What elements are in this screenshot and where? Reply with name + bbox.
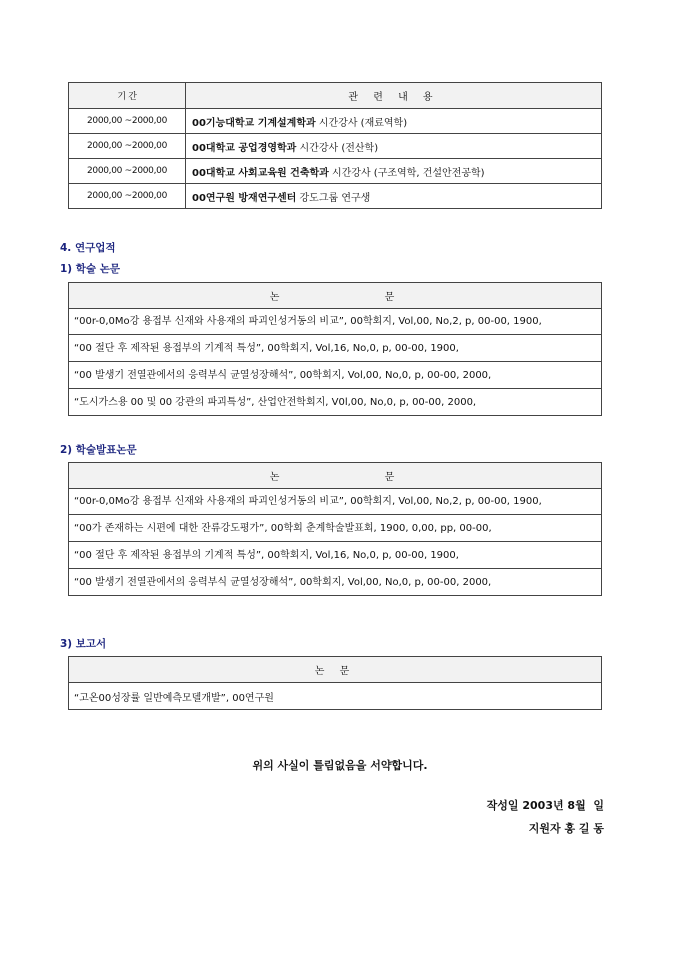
paper-item: “00 발생기 전열관에서의 응력부식 균열성장해석”, 00학회지, Vol,00, No,0, p, 00-00, 2000, <box>69 362 602 389</box>
paper-row <box>69 335 602 362</box>
paper-item: “00 절단 후 제작된 용접부의 기계적 특성”, 00학회지, Vol,16, No,0, p, 00-00, 1900, <box>69 335 602 362</box>
presentation-item: “00 발생기 전열관에서의 응력부식 균열성장해석”, 00학회지, Vol,00, No,0, p, 00-00, 2000, <box>69 569 602 596</box>
papers-header: 논 문 <box>69 283 602 309</box>
paper-row <box>69 309 602 335</box>
career-content <box>186 109 602 134</box>
papers-header-row <box>69 283 602 309</box>
career-role: 시간강사 (재료역학) <box>315 117 408 129</box>
career-role: 강도그룹 연구생 <box>296 192 371 204</box>
career-content <box>186 184 602 209</box>
career-header-content: 관 련 내 용 <box>186 83 602 109</box>
career-row <box>69 109 602 134</box>
career-period: 2000,00 ~2000,00 <box>69 134 186 159</box>
presentation-row <box>69 515 602 542</box>
paper-row <box>69 362 602 389</box>
closing-date: 작성일 2003년 8월 일 <box>486 799 604 812</box>
presentations-table <box>68 462 602 596</box>
career-org: 00기능대학교 기계설계학과 <box>192 117 316 129</box>
presentation-row <box>69 542 602 569</box>
report-row <box>69 683 602 710</box>
career-period: 2000,00 ~2000,00 <box>69 184 186 209</box>
career-header-row <box>69 83 602 109</box>
report-title: 3) 보고서 <box>60 638 107 650</box>
career-table <box>68 82 602 209</box>
paper-item: “00r-0,0Mo강 용접부 신재와 사용재의 파괴인성거동의 비교”, 00학회지, Vol,00, No,2, p, 00-00, 1900, <box>69 309 602 335</box>
career-period: 2000,00 ~2000,00 <box>69 109 186 134</box>
closing-statement: 위의 사실이 틀림없음을 서약합니다. <box>252 759 428 772</box>
presentations-header: 논 문 <box>69 463 602 489</box>
career-period: 2000,00 ~2000,00 <box>69 159 186 184</box>
paper-item: “도시가스용 00 및 00 강관의 파괴특성”, 산업안전학회지, V0l,00, No,0, p, 00-00, 2000, <box>69 389 602 416</box>
report-header-row <box>69 657 602 683</box>
presentations-title: 2) 학술발표논문 <box>60 444 137 456</box>
presentations-header-row <box>69 463 602 489</box>
presentation-row <box>69 489 602 515</box>
career-content <box>186 134 602 159</box>
career-org: 00연구원 방재연구센터 <box>192 192 297 204</box>
presentation-item: “00r-0,0Mo강 용접부 신재와 사용재의 파괴인성거동의 비교”, 00학회지, Vol,00, No,2, p, 00-00, 1900, <box>69 489 602 515</box>
career-content <box>186 159 602 184</box>
career-role: 시간강사 (전산학) <box>296 142 379 154</box>
career-row <box>69 159 602 184</box>
report-table <box>68 656 602 710</box>
career-role: 시간강사 (구조역학, 건설안전공학) <box>328 167 485 179</box>
report-header: 논 문 <box>69 657 602 683</box>
presentation-item: “00 절단 후 제작된 용접부의 기계적 특성”, 00학회지, Vol,16, No,0, p, 00-00, 1900, <box>69 542 602 569</box>
report-item: “고온00성장률 일반예측모델개발”, 00연구원 <box>69 683 602 710</box>
presentation-row <box>69 569 602 596</box>
papers-title: 1) 학술 논문 <box>60 263 120 275</box>
papers-table <box>68 282 602 416</box>
career-org: 00대학교 사회교육원 건축학과 <box>192 167 329 179</box>
career-row <box>69 184 602 209</box>
career-header-period: 기 간 <box>69 83 186 109</box>
career-row <box>69 134 602 159</box>
career-org: 00대학교 공업경영학과 <box>192 142 297 154</box>
paper-row <box>69 389 602 416</box>
section4-title: 4. 연구업적 <box>60 242 116 254</box>
presentation-item: “00가 존재하는 시편에 대한 잔류강도평가”, 00학회 춘계학술발표회, 1900, 0,00, pp, 00-00, <box>69 515 602 542</box>
closing-signature: 지원자 홍 길 동 <box>528 822 604 835</box>
